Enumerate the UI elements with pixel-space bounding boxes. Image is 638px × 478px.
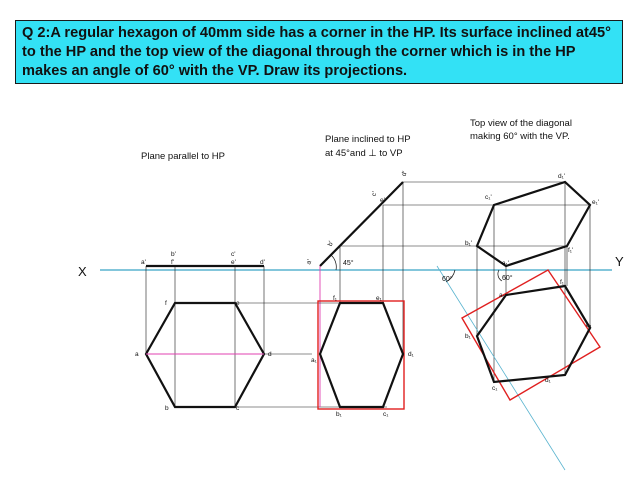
label-b-front-2: b': [326, 240, 336, 248]
label-d1-top-2: d₁: [408, 351, 414, 358]
label-d-front: d': [260, 259, 265, 266]
label-b1-top-3: b₁: [465, 333, 471, 340]
label-a1-top-2: a₁: [311, 357, 317, 364]
stage2-front-labels: [305, 170, 408, 265]
label-b-top: b: [165, 405, 169, 412]
caption-stage2-line1: Plane inclined to HP: [325, 134, 411, 145]
stage1-top-labels: [135, 300, 272, 412]
label-d-front-2: d': [400, 170, 409, 178]
stage2-red-box: [318, 301, 404, 409]
label-a-top: a: [135, 351, 139, 358]
label-e-front-2: e': [380, 197, 385, 204]
stage1-front-labels: [141, 251, 265, 266]
label-d1-top-3: d₁: [545, 377, 551, 384]
label-e-top: e: [236, 300, 240, 307]
label-f-front: f': [171, 259, 175, 266]
caption-stage2-line2: at 45°and ⊥ to VP: [325, 148, 403, 159]
label-a-front-2: a': [305, 258, 314, 266]
label-a1-top-3: a₁: [499, 292, 505, 299]
caption-stage3-line2: making 60° with the VP.: [470, 131, 570, 142]
label-a-front: a': [141, 259, 146, 266]
angle-60b-label: 60°: [502, 275, 513, 282]
caption-stage1: Plane parallel to HP: [141, 151, 225, 162]
stage3-top-labels: [465, 279, 593, 392]
stage2-top-view-hexagon: [320, 303, 403, 407]
label-f1-front-3: f₁': [568, 247, 574, 254]
label-c-front-2: c': [370, 190, 379, 198]
label-f1-top-2: f₁: [333, 295, 337, 302]
label-d1-front-3: d₁': [558, 173, 566, 180]
label-e-front: e': [231, 259, 236, 266]
label-e1-top-2: e₁: [376, 295, 382, 302]
stage2-front-view-inclined: [320, 182, 403, 266]
label-y: Y: [615, 254, 624, 269]
stage3-projectors: [477, 182, 590, 382]
label-b-front: b': [171, 251, 176, 258]
label-d-top: d: [268, 351, 272, 358]
label-a1-front-3: a₁': [502, 260, 510, 267]
caption-stage3-line1: Top view of the diagonal: [470, 118, 572, 129]
angle-45-label: 45°: [343, 260, 354, 267]
stage1-top-view-hexagon: [146, 303, 264, 407]
label-f-top: f: [165, 300, 167, 307]
label-c1-front-3: c₁': [485, 194, 492, 201]
angle-45-arc: [331, 255, 336, 270]
label-f1-top-3: f₁: [560, 279, 564, 286]
label-e1-front-3: e₁': [592, 199, 600, 206]
stage2-top-labels: [311, 295, 415, 418]
stage3-red-box: [462, 270, 600, 400]
question-text: Q 2:A regular hexagon of 40mm side has a corner in the HP. Its surface inclined at45° to the HP and the top view of the diagonal through the corner which is in the HP makes an angle of 60° with the VP. Draw its projections.: [22, 25, 611, 80]
label-e1-top-3: e₁: [586, 322, 592, 329]
label-c-top: c: [236, 405, 240, 412]
label-c1-top-3: c₁: [492, 385, 498, 392]
angle-60-label: 60°: [442, 276, 453, 283]
label-x: X: [78, 264, 87, 279]
label-c1-top-2: c₁: [383, 411, 389, 418]
label-c-front: c': [231, 251, 236, 258]
label-b1-front-3: b₁': [465, 240, 473, 247]
label-b1-top-2: b₁: [336, 411, 342, 418]
